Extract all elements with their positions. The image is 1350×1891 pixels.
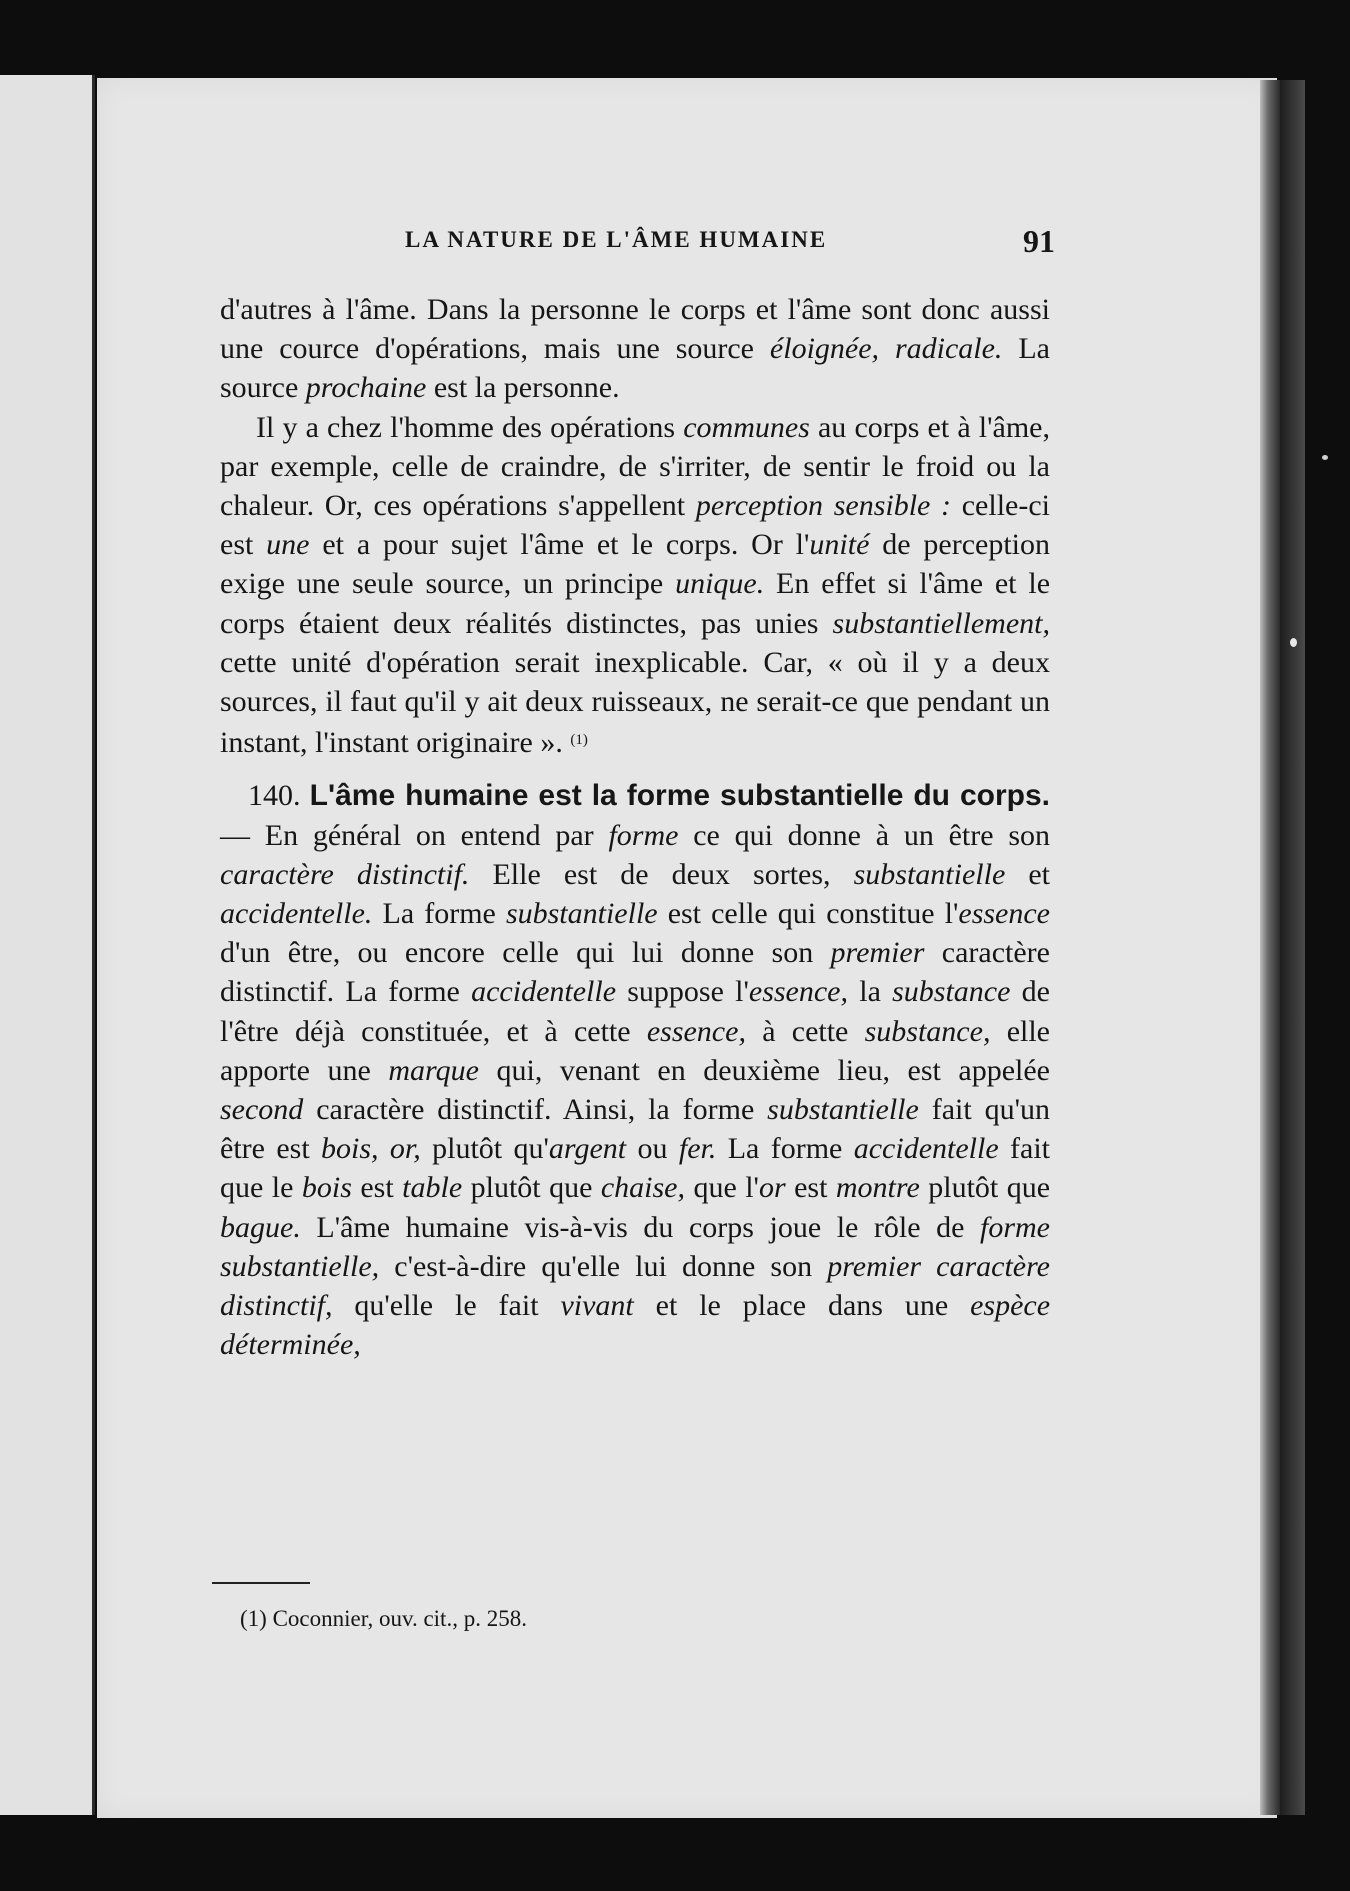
page-header <box>405 223 1055 263</box>
italic-text: accidentelle <box>853 1132 999 1166</box>
text-run: fait que le <box>220 1132 1050 1205</box>
italic-text: essence, <box>646 1014 746 1048</box>
dust-speck <box>1322 455 1328 460</box>
text-run: c'est-à-dire qu'elle lui donne son <box>379 1249 828 1283</box>
text-run: ce qui donne à un être son <box>678 818 1050 852</box>
italic-text: substance, <box>864 1014 991 1048</box>
italic-text: forme substantielle, <box>220 1210 1050 1283</box>
italic-text: communes <box>683 410 810 444</box>
text-run: et le place dans une <box>633 1289 971 1323</box>
section-number: 140. <box>248 779 301 813</box>
text-run: que l' <box>684 1171 759 1205</box>
text-run: fait qu'un être est <box>220 1093 1050 1166</box>
text-run: et a pour sujet l'âme et le corps. Or l' <box>309 528 810 562</box>
italic-text: forme <box>608 818 679 852</box>
section-paragraph <box>220 776 1050 1364</box>
italic-text: éloignée, radicale. <box>769 332 1003 366</box>
text-run: ou <box>626 1132 679 1166</box>
text-run: En effet si l'âme et le corps étaient deux réalités distinctes, pas unies <box>220 567 1051 640</box>
italic-text: accidentelle <box>471 975 617 1009</box>
italic-text: espèce déterminée, <box>220 1289 1051 1362</box>
footnote: (1) Coconnier, ouv. cit., p. 258. <box>240 1606 527 1631</box>
italic-text: fer. <box>678 1132 717 1166</box>
text-run: La forme <box>372 897 506 931</box>
text-run: L'âme humaine vis-à-vis du corps joue le rôle de <box>300 1210 980 1244</box>
text-run: et <box>1005 857 1050 891</box>
italic-text: substance <box>892 975 1011 1009</box>
italic-text: premier <box>830 936 925 970</box>
text-run: est <box>351 1171 403 1205</box>
section-title: L'âme humaine est la forme substantielle du corps. <box>309 779 1050 813</box>
text-run: qui, venant en deuxième lieu, est appelée <box>478 1053 1050 1087</box>
text-run: La source <box>220 332 1050 405</box>
italic-text: perception sensible : <box>695 489 952 523</box>
text-run: au corps et à l'âme, par exemple, celle de craindre, de s'irriter, de sentir le froid ou la chaleur. Or, ces opérations s'appellent <box>220 410 1050 523</box>
italic-text: prochaine <box>305 371 427 405</box>
italic-text: caractère distinctif. <box>220 857 470 891</box>
text-run: qu'elle le fait <box>332 1289 561 1323</box>
italic-text: montre <box>835 1171 920 1205</box>
text-run: — En général on entend par <box>220 818 609 852</box>
italic-text: bois <box>301 1171 352 1205</box>
binding-shadow <box>1280 80 1305 1815</box>
text-run: est <box>785 1171 836 1205</box>
text-run: de perception exige une seule source, un principe <box>220 528 1051 601</box>
italic-text: substantielle <box>853 857 1006 891</box>
italic-text: or <box>758 1171 786 1205</box>
text-run: caractère distinctif. Ainsi, la forme <box>303 1093 768 1127</box>
italic-text: chaise, <box>600 1171 685 1205</box>
italic-text: essence <box>958 897 1050 931</box>
text-run: plutôt qu' <box>420 1132 549 1166</box>
previous-page-edge <box>0 75 95 1815</box>
italic-text: accidentelle. <box>220 897 373 931</box>
text-run: est celle qui constitue l' <box>657 897 959 931</box>
text-run: celle-ci est <box>220 489 1050 562</box>
italic-text: second <box>220 1093 304 1127</box>
text-run: la <box>848 975 893 1009</box>
text-run: d'autres à l'âme. Dans la personne le corps et l'âme sont donc aussi une cource d'opérations, mais une source <box>220 293 1050 366</box>
text-run: Elle est de deux sortes, <box>469 857 854 891</box>
italic-text: substantielle <box>505 897 658 931</box>
running-head: LA NATURE DE L'ÂME HUMAINE <box>405 227 828 252</box>
italic-text: unité <box>809 528 870 562</box>
italic-text: bague. <box>220 1210 301 1244</box>
italic-text: unique. <box>675 567 765 601</box>
italic-text: argent <box>548 1132 627 1166</box>
italic-text: marque <box>388 1053 479 1087</box>
italic-text: une <box>266 528 310 562</box>
italic-text: premier caractère distinctif, <box>220 1249 1050 1323</box>
body-text <box>220 290 1050 1364</box>
text-run: elle apporte une <box>220 1014 1050 1087</box>
italic-text: essence, <box>748 975 849 1009</box>
page-stack-edge <box>1260 80 1280 1815</box>
italic-text: substantielle <box>767 1093 919 1127</box>
text-run: d'un être, ou encore celle qui lui donne son <box>220 936 831 970</box>
italic-text: bois, or, <box>321 1132 421 1166</box>
page-number: 91 <box>1023 223 1055 259</box>
text-run: plutôt que <box>919 1171 1051 1205</box>
italic-text: vivant <box>560 1289 634 1323</box>
italic-text: table <box>402 1171 463 1205</box>
dust-speck <box>1290 638 1297 647</box>
text-run: plutôt que <box>462 1171 601 1205</box>
italic-text: substantiellement, <box>832 606 1050 640</box>
text-run: caractère distinctif. La forme <box>220 936 1050 1009</box>
text-run: Il y a chez l'homme des opérations <box>256 410 684 444</box>
text-run: est la personne. <box>426 371 620 405</box>
text-run: cette unité d'opération serait inexplicable. Car, « où il y a deux sources, il faut qu'il y ait deux ruisseaux, ne serait-ce que pendant un instant, l'instant originaire ». <box>220 645 1050 760</box>
footnote-rule <box>212 1582 310 1584</box>
text-run: de l'être déjà constituée, et à cette <box>220 975 1050 1048</box>
text-run: suppose l' <box>616 975 749 1009</box>
text-run: La forme <box>716 1132 854 1166</box>
text-run: à cette <box>745 1014 865 1048</box>
paragraph <box>220 290 1050 408</box>
footnote-ref: (1) <box>570 732 588 749</box>
paragraph <box>220 408 1050 763</box>
